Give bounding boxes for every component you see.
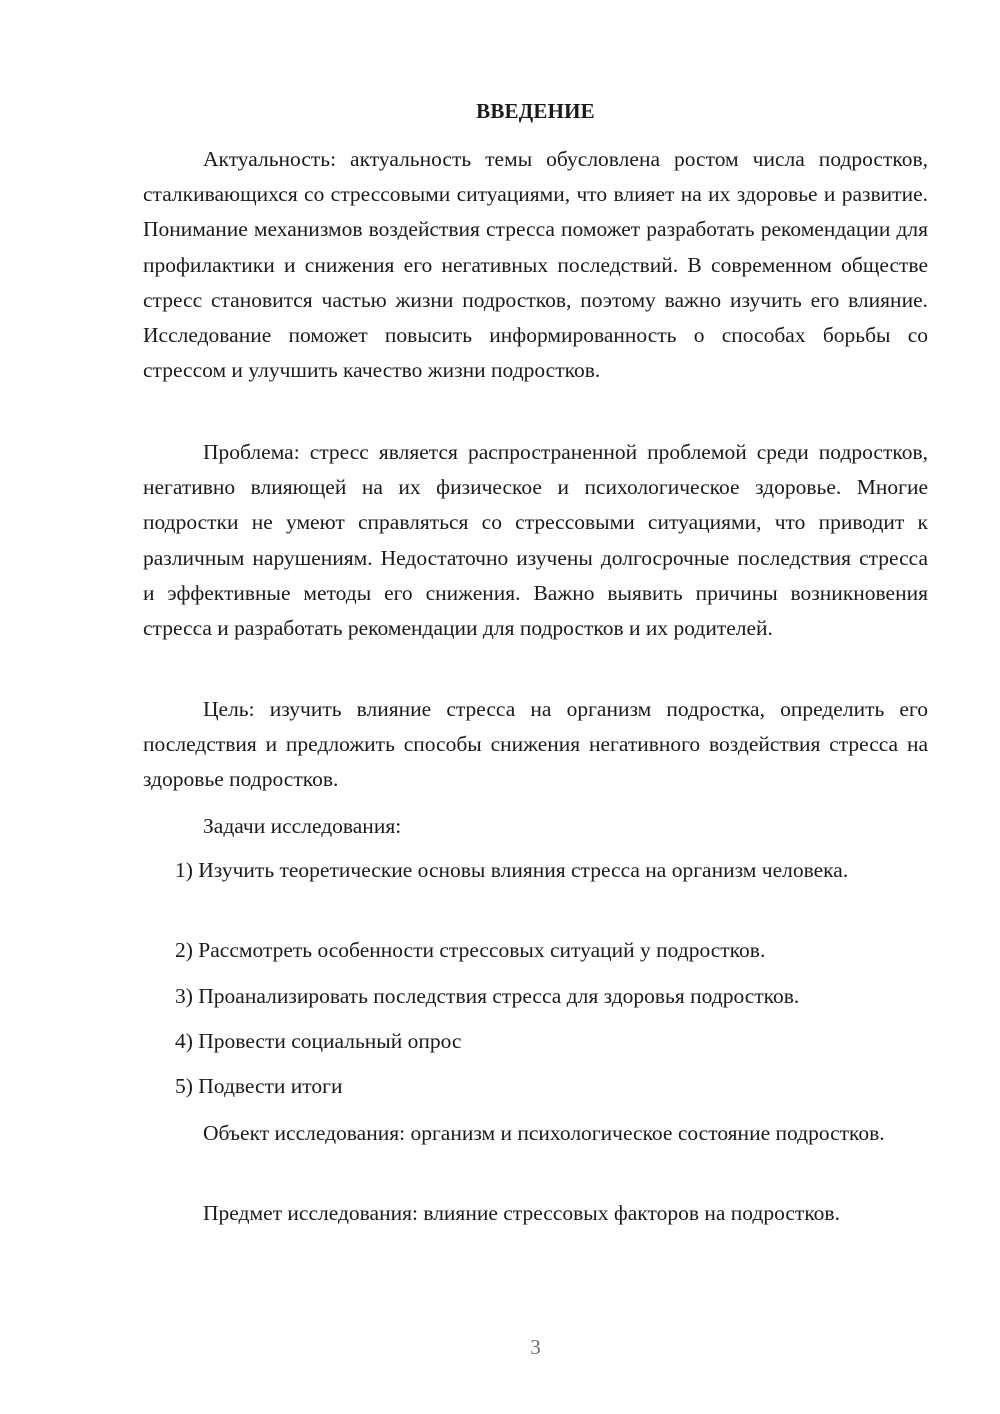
document-page xyxy=(143,0,928,1414)
task-item-5: 5) Подвести итоги xyxy=(175,1074,343,1098)
page-title: ВВЕДЕНИЕ xyxy=(476,99,595,123)
object-paragraph: Объект исследования: организм и психологическое состояние подростков. xyxy=(203,1121,885,1145)
task-item-3: 3) Проанализировать последствия стресса для здоровья подростков. xyxy=(175,984,800,1008)
tasks-heading: Задачи исследования: xyxy=(203,814,402,838)
task-item-4: 4) Провести социальный опрос xyxy=(175,1029,462,1053)
relevance-paragraph: Актуальность: актуальность темы обусловлена ростом числа подростков, сталкивающихся со стрессовыми ситуациями, что влияет на их здоровье и развитие. Понимание механизмов воздействия стресса поможет разработать рекомендации для профилактики и снижения его негативных последствий. В современном обществе стресс становится частью жизни подростков, поэтому важно изучить его влияние. Исследование поможет повысить информированность о способах борьбы со стрессом и улучшить качество жизни подростков. xyxy=(143,147,928,383)
subject-paragraph: Предмет исследования: влияние стрессовых факторов на подростков. xyxy=(203,1201,840,1225)
goal-paragraph: Цель: изучить влияние стресса на организм подростка, определить его последствия и предложить способы снижения негативного воздействия стресса на здоровье подростков. xyxy=(143,697,928,792)
task-item-1: 1) Изучить теоретические основы влияния стресса на организм человека. xyxy=(175,858,849,882)
task-item-2: 2) Рассмотреть особенности стрессовых ситуаций у подростков. xyxy=(175,938,766,962)
page-number: 3 xyxy=(530,1335,541,1359)
problem-paragraph: Проблема: стресс является распространенной проблемой среди подростков, негативно влияющей на их физическое и психологическое здоровье. Многие подростки не умеют справляться со стрессовыми ситуациями, что приводит к различным нарушениям. Недостаточно изучены долгосрочные последствия стресса и эффективные методы его снижения. Важно выявить причины возникновения стресса и разработать рекомендации для подростков и их родителей. xyxy=(143,440,928,641)
